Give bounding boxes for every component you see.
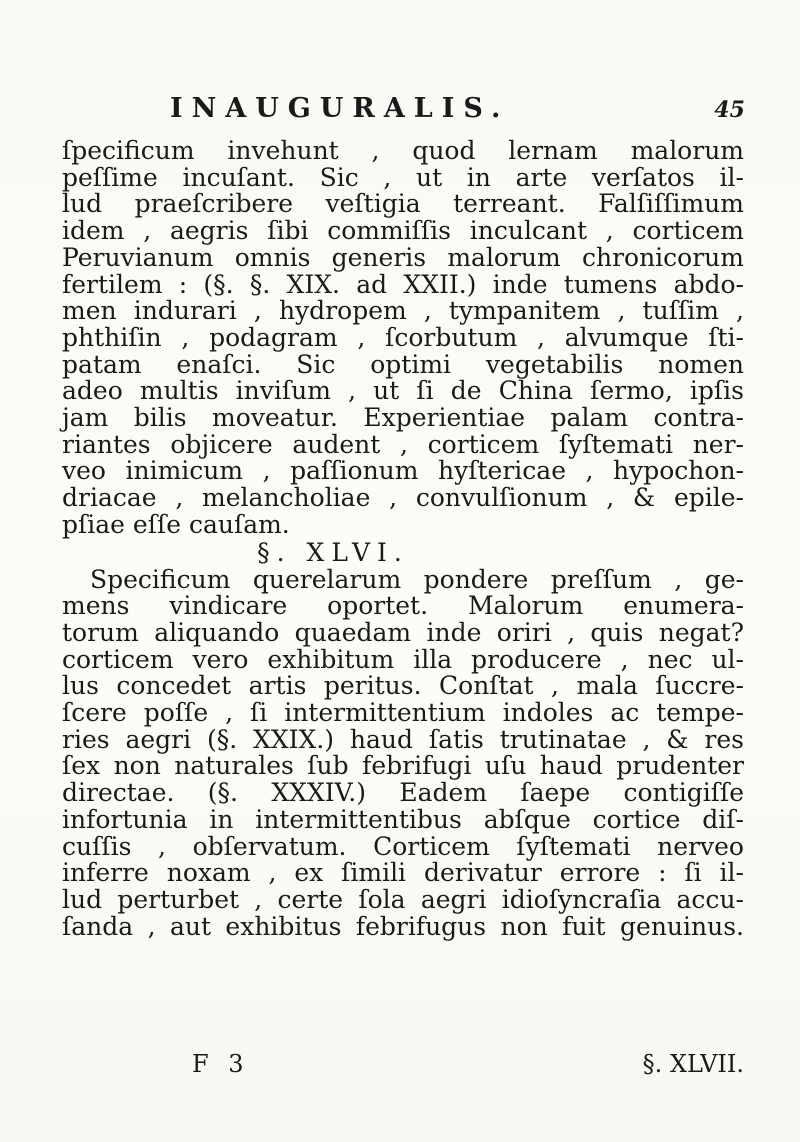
text-line: lud perturbet , certe ſola aegri idioſyncraſia accu- — [62, 884, 744, 914]
text-line: adeo multis inviſum , ut ſi de China ſermo, ipſis — [62, 376, 744, 406]
text-line: phthiſin , podagram , ſcorbutum , alvumque ſti- — [62, 322, 744, 352]
text-line: lus concedet artis peritus. Conſtat , mala ſuccre- — [62, 671, 744, 701]
text-line: torum aliquando quaedam inde oriri , quis negat? — [62, 617, 744, 647]
page-header — [55, 93, 745, 129]
page-footer — [62, 1050, 744, 1080]
text-line: fertilem : (§. §. XIX. ad XXII.) inde tumens abdo- — [62, 269, 744, 299]
text-line: riantes objicere audent , corticem ſyſtemati ner- — [62, 429, 744, 459]
text-line: Peruvianum omnis generis malorum chronicorum — [62, 242, 744, 272]
text-line: ries aegri (§. XXIX.) haud ſatis trutinatae , & res — [62, 724, 744, 754]
text-line: ſanda , aut exhibitus febrifugus non fuit genuinus. — [62, 911, 744, 941]
running-head: INAUGURALIS. — [170, 93, 510, 124]
page-number: 45 — [714, 97, 745, 123]
text-line: peſſime incuſant. Sic , ut in arte verſatos il- — [62, 162, 744, 192]
text-line: veo inimicum , paſſionum hyſtericae , hypochon- — [62, 456, 744, 486]
signature-mark: F 3 — [192, 1050, 250, 1078]
text-line: lud praeſcribere veſtigia terreant. Falſiſſimum — [62, 189, 744, 219]
text-line: idem , aegris ſibi commiſſis inculcant , corticem — [62, 216, 744, 246]
text-line: pſiae eſſe cauſam. — [62, 509, 290, 539]
text-line: ſpecificum invehunt , quod lernam malorum — [62, 136, 744, 165]
text-line: ſcere poſſe , ſi intermittentium indoles ac tempe- — [62, 698, 744, 728]
section-heading: §. XLVI. — [257, 537, 409, 567]
text-line: Specificum querelarum pondere preſſum , ge- — [90, 564, 744, 594]
text-line: ſex non naturales ſub febrifugi uſu haud prudenter — [62, 751, 744, 781]
text-line: driacae , melancholiae , convulſionum , & epile- — [62, 483, 744, 513]
text-line: mens vindicare oportet. Malorum enumera- — [62, 591, 744, 621]
catchword: §. XLVII. — [642, 1050, 744, 1078]
text-line: men indurari , hydropem , tympanitem , tuſſim , — [62, 296, 744, 326]
text-line: jam bilis moveatur. Experientiae palam contra- — [62, 403, 744, 433]
text-line: corticem vero exhibitum illa producere , nec ul- — [62, 644, 744, 674]
text-line: infortunia in intermittentibus abſque cortice diſ- — [62, 804, 744, 834]
text-line: inferre noxam , ex ſimili derivatur errore : ſi il- — [62, 858, 744, 888]
text-line: cuſſis , obſervatum. Corticem ſyſtemati nerveo — [62, 831, 744, 861]
text-line: patam enaſci. Sic optimi vegetabilis nomen — [62, 349, 744, 379]
text-line: directae. (§. XXXIV.) Eadem ſaepe contigiſſe — [62, 778, 744, 808]
main-text — [62, 138, 744, 940]
